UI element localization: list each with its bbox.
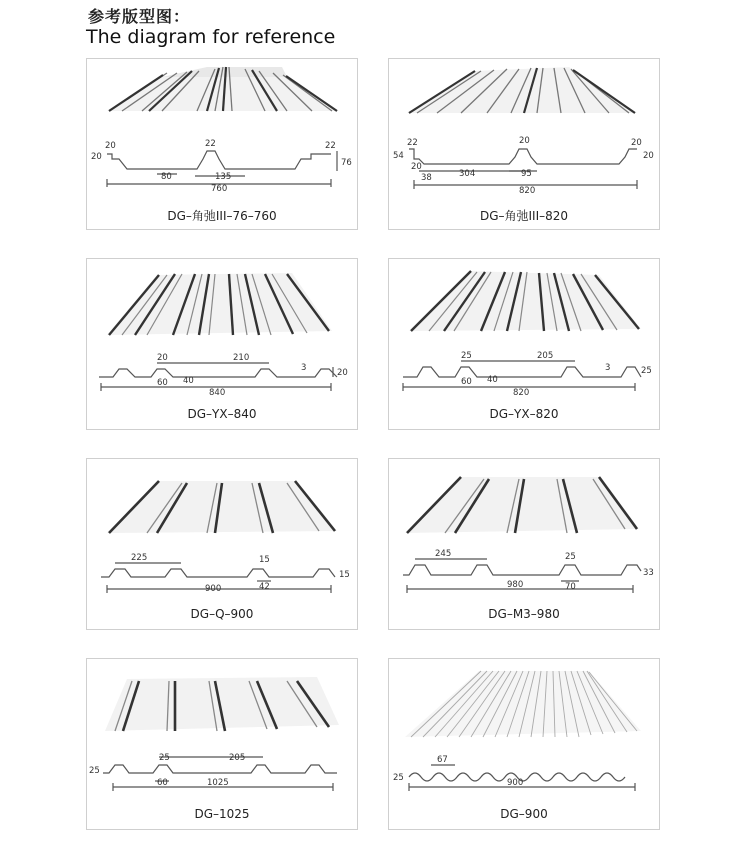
dim-3-width: 840 (209, 388, 226, 398)
panel-card-6 (388, 458, 660, 630)
panel-1-diagram (87, 59, 357, 229)
panel-8-caption: DG–900 (500, 807, 548, 821)
dim-5-base: 42 (259, 582, 270, 592)
dim-3-height: 20 (337, 368, 348, 378)
panel-card-2 (388, 58, 660, 230)
dim-5-rib: 15 (259, 555, 270, 565)
dim-6-span: 245 (435, 549, 452, 559)
dim-8-height: 25 (393, 773, 404, 783)
dim-1-top-b: 22 (205, 139, 216, 149)
dim-1-top-a: 20 (105, 141, 116, 151)
roof-sheet-1-illustration (107, 67, 339, 111)
dim-6-height: 33 (643, 568, 654, 578)
page-title-en: The diagram for reference (86, 26, 336, 48)
roof-sheet-6-illustration (405, 477, 639, 533)
dim-1-width: 760 (211, 184, 228, 194)
dim-6-rib: 25 (565, 552, 576, 562)
panel-4-diagram (389, 259, 659, 429)
dim-4-height: 25 (641, 366, 652, 376)
dim-2-side-right: 20 (643, 151, 654, 161)
dim-2-span: 304 (459, 169, 476, 179)
dim-2-top-c: 20 (631, 138, 642, 148)
dim-1-span: 135 (215, 172, 232, 182)
roof-sheet-7-illustration (105, 677, 339, 731)
dim-8-pitch: 67 (437, 755, 448, 765)
panel-3-diagram (87, 259, 357, 429)
dim-3-valley-a: 60 (157, 378, 168, 388)
roof-sheet-3-illustration (107, 273, 332, 335)
panel-6-caption: DG–M3–980 (488, 607, 560, 621)
dim-7-span: 205 (229, 753, 246, 763)
dim-2-top-a: 22 (407, 138, 418, 148)
panel-5-caption: DG–Q–900 (190, 607, 254, 621)
dim-3-thick: 3 (301, 363, 307, 373)
panel-8-diagram (389, 659, 659, 829)
dim-7-rib: 25 (159, 753, 170, 763)
panel-7-caption: DG–1025 (194, 807, 250, 821)
panel-5-diagram (87, 459, 357, 629)
panel-2-caption: DG–角弛III–820 (479, 209, 569, 223)
panel-3-caption: DG–YX–840 (187, 407, 257, 421)
dim-5-width: 900 (205, 584, 222, 594)
dim-6-base: 70 (565, 582, 576, 592)
roof-sheet-8-illustration (405, 671, 641, 737)
dim-2-top-b: 20 (519, 136, 530, 146)
panel-card-3 (86, 258, 358, 430)
roof-sheet-4-illustration (409, 271, 641, 331)
dim-3-span: 210 (233, 353, 250, 363)
dim-2-span-b: 95 (521, 169, 532, 179)
dim-7-height: 25 (89, 766, 100, 776)
page-title-cn: 参考版型图： (88, 7, 191, 26)
panel-6-diagram (389, 459, 659, 629)
dim-7-valley: 60 (157, 778, 168, 788)
dim-4-valley-b: 40 (487, 375, 498, 385)
dim-1-valley: 80 (161, 172, 172, 182)
dim-1-height: 76 (341, 158, 352, 168)
roof-sheet-2-illustration (407, 67, 637, 113)
panel-card-1 (86, 58, 358, 230)
panel-card-4 (388, 258, 660, 430)
panel-2-diagram (389, 59, 659, 229)
dim-4-thick: 3 (605, 363, 611, 373)
roof-sheet-5-illustration (107, 481, 337, 533)
dim-2-width: 820 (519, 186, 536, 196)
panel-card-7 (86, 658, 358, 830)
dim-1-top-c: 22 (325, 141, 336, 151)
panel-4-caption: DG–YX–820 (489, 407, 559, 421)
dim-2-small-b: 38 (421, 173, 432, 183)
panel-7-diagram (87, 659, 357, 829)
dim-4-valley-a: 60 (461, 377, 472, 387)
dim-2-side-left: 54 (393, 151, 404, 161)
dim-4-rib: 25 (461, 351, 472, 361)
dim-4-width: 820 (513, 388, 530, 398)
dim-6-width: 980 (507, 580, 524, 590)
dim-7-width: 1025 (207, 778, 229, 788)
panel-card-5 (86, 458, 358, 630)
dim-4-span: 205 (537, 351, 554, 361)
dim-2-small-a: 20 (411, 162, 422, 172)
dim-8-width: 900 (507, 778, 524, 788)
dim-3-valley-b: 40 (183, 376, 194, 386)
panel-1-caption: DG–角弛III–76–760 (167, 209, 277, 223)
dim-3-rib: 20 (157, 353, 168, 363)
dim-5-span: 225 (131, 553, 148, 563)
dim-5-height: 15 (339, 570, 350, 580)
panel-card-8 (388, 658, 660, 830)
dim-1-side-left: 20 (91, 152, 102, 162)
